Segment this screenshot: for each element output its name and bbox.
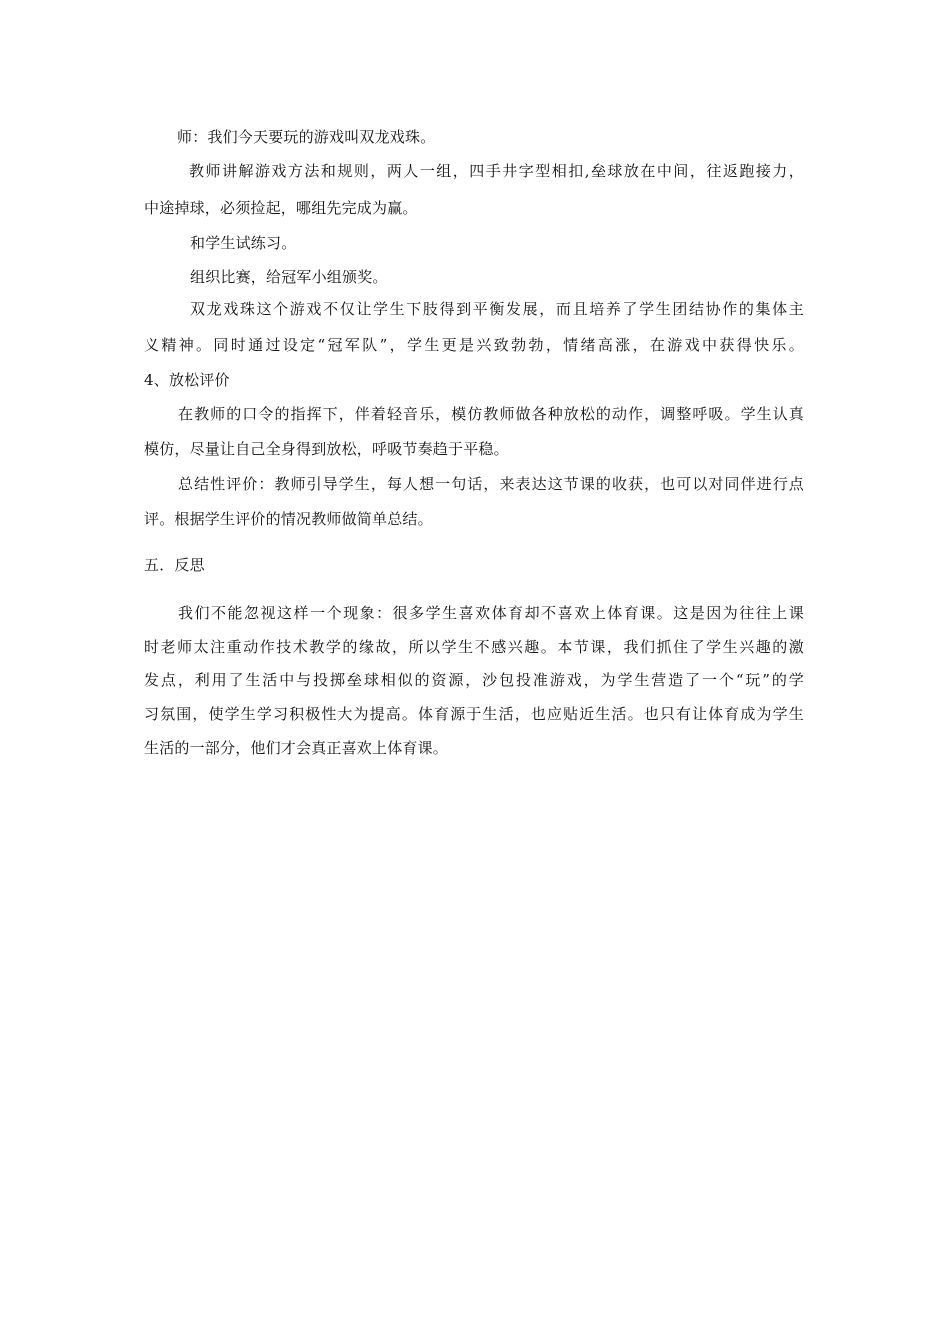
text-line-7: 义精神。同时通过设定“冠军队”，学生更是兴致勃勃，情绪高涨，在游戏中获得快乐。 <box>144 336 804 354</box>
text-line-1: 师：我们今天要玩的游戏叫双龙戏珠。 <box>177 128 436 146</box>
text-line-18: 生活的一部分，他们才会真正喜欢上体育课。 <box>144 739 449 757</box>
text-line-11: 总结性评价：教师引导学生，每人想一句话，来表达这节课的收获，也可以对同伴进行点 <box>178 475 804 493</box>
text-line-17: 习氛围，使学生学习积极性大为提高。体育源于生活，也应贴近生活。也只有让体育成为学生 <box>144 705 804 723</box>
text-line-9: 在教师的口令的指挥下，伴着轻音乐，模仿教师做各种放松的动作，调整呼吸。学生认真 <box>178 405 804 423</box>
text-line-2: 教师讲解游戏方法和规则，两人一组，四手井字型相扣,垒球放在中间，往返跑接力， <box>189 162 804 180</box>
text-line-3: 中途掉球，必须捡起，哪组先完成为赢。 <box>144 199 418 217</box>
section-heading-reflection: 五．反思 <box>144 556 205 574</box>
text-line-14: 我们不能忽视这样一个现象：很多学生喜欢体育却不喜欢上体育课。这是因为往往上课 <box>178 604 804 622</box>
text-line-5: 组织比赛，给冠军小组颁奖。 <box>190 268 388 286</box>
section-heading-relax-evaluation: 4、放松评价 <box>144 371 230 389</box>
text-line-4: 和学生试练习。 <box>190 234 297 252</box>
text-line-6: 双龙戏珠这个游戏不仅让学生下肢得到平衡发展，而且培养了学生团结协作的集体主 <box>190 300 804 318</box>
text-line-12: 评。根据学生评价的情况教师做简单总结。 <box>144 510 433 528</box>
text-line-10: 模仿，尽量让自己全身得到放松，呼吸节奏趋于平稳。 <box>144 440 509 458</box>
text-line-16: 发点，利用了生活中与投掷垒球相似的资源，沙包投准游戏，为学生营造了一个“玩”的学 <box>144 671 804 689</box>
text-line-15: 时老师太注重动作技术教学的缘故，所以学生不感兴趣。本节课，我们抓住了学生兴趣的激 <box>144 638 804 656</box>
